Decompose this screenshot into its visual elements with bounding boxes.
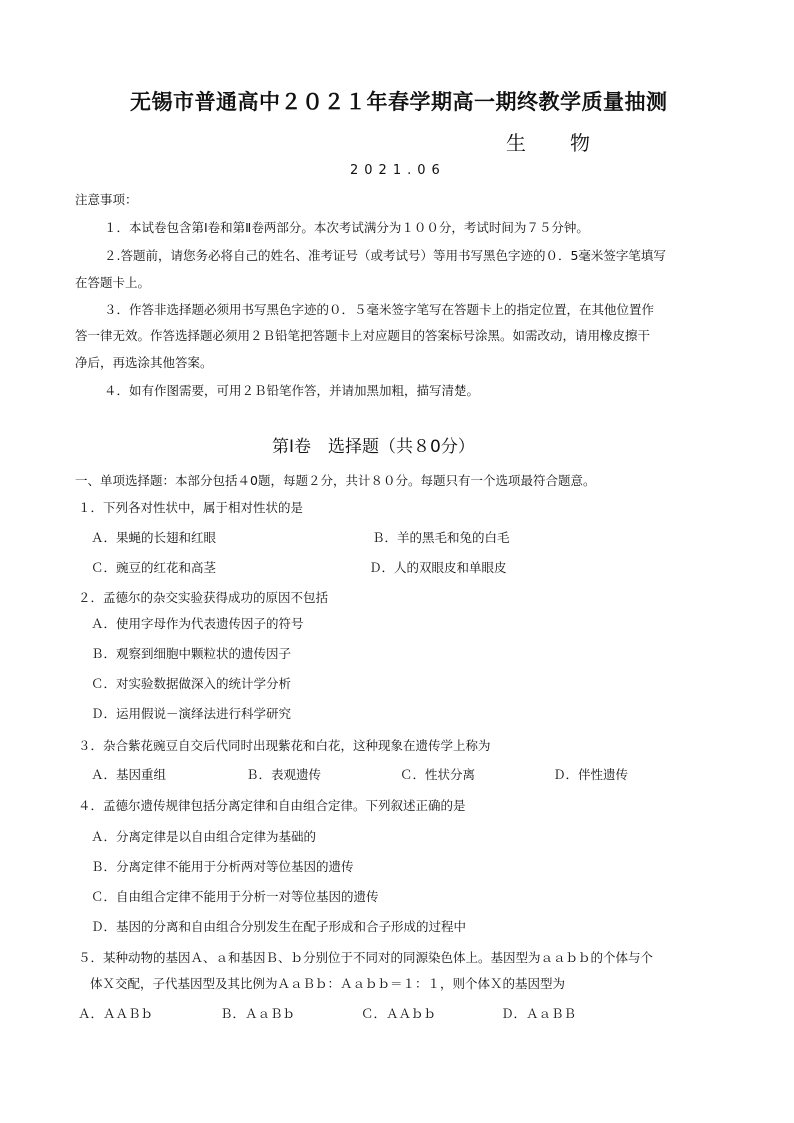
option-b: Ｂ．观察到细胞中颗粒状的遗传因子 bbox=[91, 646, 292, 661]
option-c: Ｃ．自由组合定律不能用于分析一对等位基因的遗传 bbox=[91, 889, 379, 904]
option-d: Ｄ．伴性遗传 bbox=[553, 767, 629, 782]
note-item: ３．作答非选择题必须用书写黑色字迹的０．５毫米签字笔写在答题卡上的指定位置，在其他位置作 bbox=[104, 302, 655, 317]
question-stem: ５．某种动物的基因Ａ、ａ和基因Ｂ、ｂ分别位于不同对的同源染色体上。基因型为ａａｂｂ的个体与个 bbox=[78, 950, 654, 965]
option-a: Ａ．基因重组 bbox=[91, 767, 167, 782]
option-a: Ａ．分离定律是以自由组合定律为基础的 bbox=[91, 829, 317, 844]
note-item: 答一律无效。作答选择题必须用２Ｂ铅笔把答题卡上对应题目的答案标号涂黑。如需改动，请用橡皮擦干 bbox=[75, 328, 651, 343]
option-c: Ｃ．ＡＡｂｂ bbox=[361, 1006, 437, 1021]
question-stem: ４．孟德尔遗传规律包括分离定律和自由组合定律。下列叙述正确的是 bbox=[78, 798, 466, 813]
section-instruction: 一、单项选择题：本部分包括４0题，每题２分，共计８０分。每题只有一个选项最符合题意。 bbox=[75, 473, 596, 488]
option-d: Ｄ．人的双眼皮和单眼皮 bbox=[369, 560, 507, 575]
subject-char-1: 生 bbox=[506, 131, 526, 155]
note-item: 在答题卡上。 bbox=[75, 275, 151, 290]
option-a: Ａ．使用字母作为代表遗传因子的符号 bbox=[91, 616, 304, 631]
subject-char-2: 物 bbox=[570, 131, 590, 155]
note-item: ２.答题前，请您务必将自己的姓名、准考证号（或考试号）等用书写黑色字迹的０．5毫米签字笔填写 bbox=[104, 248, 666, 263]
option-c: Ｃ．豌豆的红花和高茎 bbox=[91, 560, 217, 575]
option-b: Ｂ．分离定律不能用于分析两对等位基因的遗传 bbox=[91, 859, 354, 874]
note-item: 净后，再选涂其他答案。 bbox=[75, 355, 213, 370]
option-d: Ｄ．基因的分离和自由组合分别发生在配子形成和合子形成的过程中 bbox=[91, 919, 467, 934]
note-item: ４．如有作图需要，可用２Ｂ铅笔作答，并请加黑加粗，描写清楚。 bbox=[104, 383, 480, 398]
option-d: Ｄ．ＡａＢＢ bbox=[501, 1006, 577, 1021]
question-stem: ２．孟德尔的杂交实验获得成功的原因不包括 bbox=[78, 590, 329, 605]
section-title: 第Ⅰ卷 选择题（共８0分） bbox=[272, 437, 475, 457]
option-b: Ｂ．表观遗传 bbox=[246, 767, 322, 782]
option-a: Ａ．果蝇的长翅和红眼 bbox=[91, 530, 217, 545]
option-a: Ａ．ＡＡＢｂ bbox=[78, 1006, 154, 1021]
question-stem-continued: 体Ｘ交配，子代基因型及其比例为ＡａＢｂ：Ａａｂｂ＝１：１，则个体Ｘ的基因型为 bbox=[90, 976, 566, 991]
option-b: Ｂ．羊的黑毛和兔的白毛 bbox=[372, 530, 510, 545]
option-c: Ｃ．性状分离 bbox=[400, 767, 476, 782]
note-item: １．本试卷包含第Ⅰ卷和第Ⅱ卷两部分。本次考试满分为１００分，考试时间为７５分钟。 bbox=[104, 220, 589, 235]
exam-title: 无锡市普通高中２０２１年春学期高一期终教学质量抽测 bbox=[130, 90, 668, 114]
option-c: Ｃ．对实验数据做深入的统计学分析 bbox=[91, 676, 292, 691]
question-stem: １．下列各对性状中，属于相对性状的是 bbox=[78, 500, 304, 515]
option-b: Ｂ．ＡａＢｂ bbox=[220, 1006, 296, 1021]
option-d: Ｄ．运用假说－演绎法进行科学研究 bbox=[91, 706, 292, 721]
exam-date: 2021.06 bbox=[350, 163, 446, 178]
notes-heading: 注意事项： bbox=[75, 192, 138, 207]
question-stem: ３．杂合紫花豌豆自交后代同时出现紫花和白花，这种现象在遗传学上称为 bbox=[78, 738, 491, 753]
